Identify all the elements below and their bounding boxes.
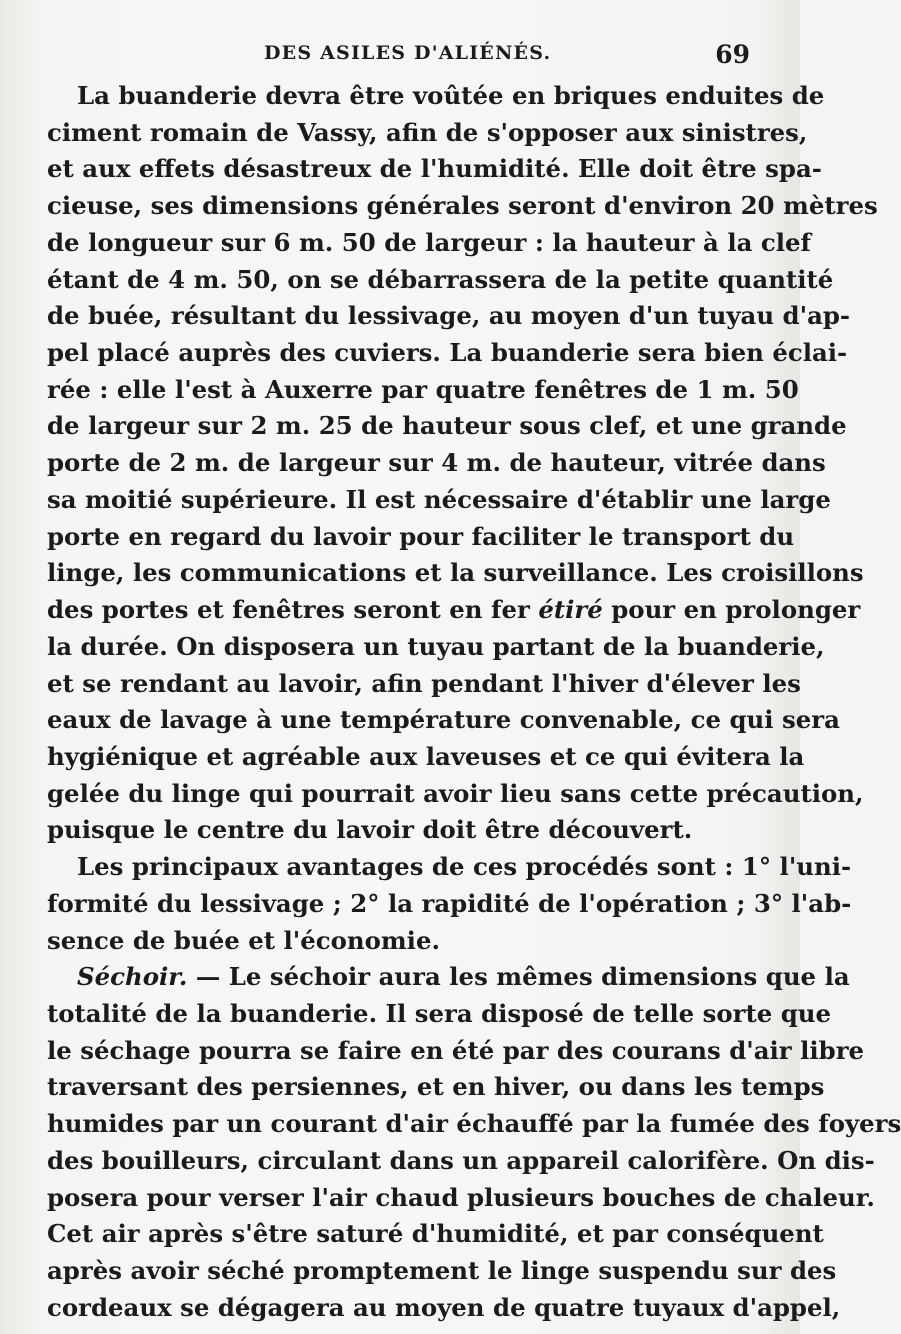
line-text: des bouilleurs, circulant dans un appareil calorifère. On dis-: [47, 1145, 875, 1175]
line-text: hygiénique et agréable aux laveuses et ce qui évitera la: [47, 741, 805, 771]
text-line: [47, 739, 805, 776]
text-line: [47, 849, 852, 886]
text-line: [47, 1143, 875, 1180]
line-text: puisque le centre du lavoir doit être découvert.: [47, 815, 693, 845]
text-line: [47, 482, 831, 519]
line-text: la durée. On disposera un tuyau partant de la buanderie,: [47, 631, 825, 661]
text-line: [47, 629, 825, 666]
running-title: DES ASILES D'ALIÉNÉS.: [264, 42, 552, 64]
text-line: [47, 886, 852, 923]
text-line: [47, 1253, 837, 1290]
text-line: [47, 298, 851, 335]
line-text: eaux de lavage à une température convenable, ce qui sera: [47, 705, 840, 735]
line-text: pour en prolonger: [602, 595, 861, 625]
line-text: de longueur sur 6 m. 50 de largeur : la hauteur à la clef: [47, 227, 812, 257]
line-text: rée : elle l'est à Auxerre par quatre fenêtres de 1 m. 50: [47, 374, 799, 404]
line-text: humides par un courant d'air échauffé par la fumée des foyers: [47, 1109, 901, 1139]
text-line: [47, 923, 753, 960]
line-text: — Le séchoir aura les mêmes dimensions que la: [187, 962, 850, 992]
line-text: étant de 4 m. 50, on se débarrassera de la petite quantité: [47, 264, 834, 294]
line-text: formité du lessivage ; 2° la rapidité de l'opération ; 3° l'ab-: [47, 888, 852, 918]
paragraph: [47, 959, 901, 1326]
text-line: [47, 188, 878, 225]
text-line: [47, 372, 799, 409]
text-line: [47, 1106, 901, 1143]
text-line: [47, 1180, 875, 1217]
text-line: [47, 1069, 825, 1106]
text-line: [47, 812, 753, 849]
paragraph: [47, 78, 878, 849]
text-line: [47, 78, 825, 115]
line-text: porte en regard du lavoir pour faciliter le transport du: [47, 521, 795, 551]
body-text: [47, 78, 901, 1326]
line-text: le séchage pourra se faire en été par des courans d'air libre: [47, 1035, 865, 1065]
text-line: [47, 445, 826, 482]
line-text: Les principaux avantages de ces procédés sont : 1° l'uni-: [77, 852, 852, 882]
line-text: linge, les communications et la surveillance. Les croisillons: [47, 558, 864, 588]
text-line: [47, 115, 808, 152]
emphasis-text: étiré: [538, 595, 603, 625]
text-line: [47, 776, 864, 813]
line-text: gelée du linge qui pourrait avoir lieu sans cette précaution,: [47, 778, 864, 808]
text-line: [47, 1290, 841, 1327]
text-line: [47, 959, 850, 996]
line-text: totalité de la buanderie. Il sera disposé de telle sorte que: [47, 998, 832, 1028]
text-line: [47, 666, 801, 703]
paragraph: [47, 849, 852, 959]
text-line: [47, 702, 840, 739]
text-line: [47, 555, 864, 592]
line-text: Cet air après s'être saturé d'humidité, et par conséquent: [47, 1219, 824, 1249]
line-text: posera pour verser l'air chaud plusieurs bouches de chaleur.: [47, 1182, 875, 1212]
line-text: cordeaux se dégagera au moyen de quatre tuyaux d'appel,: [47, 1292, 841, 1322]
text-line: [47, 592, 861, 629]
line-text: cieuse, ses dimensions générales seront d'environ 20 mètres: [47, 191, 878, 221]
line-text: des portes et fenêtres seront en fer: [47, 595, 539, 625]
text-line: [47, 1216, 824, 1253]
line-text: traversant des persiennes, et en hiver, ou dans les temps: [47, 1072, 825, 1102]
line-text: La buanderie devra être voûtée en briques enduites de: [77, 81, 825, 110]
line-text: après avoir séché promptement le linge suspendu sur des: [47, 1256, 837, 1285]
text-line: [47, 408, 847, 445]
line-text: sence de buée et l'économie.: [47, 925, 440, 955]
text-line: [47, 262, 834, 299]
page-header: [0, 36, 800, 76]
line-text: de largeur sur 2 m. 25 de hauteur sous clef, et une grande: [47, 411, 847, 441]
text-line: [47, 335, 848, 372]
line-text: de buée, résultant du lessivage, au moyen d'un tuyau d'ap-: [47, 301, 851, 331]
line-text: porte de 2 m. de largeur sur 4 m. de hauteur, vitrée dans: [47, 448, 826, 478]
text-line: [47, 225, 812, 262]
line-text: et se rendant au lavoir, afin pendant l'hiver d'élever les: [47, 668, 801, 698]
line-text: sa moitié supérieure. Il est nécessaire d'établir une large: [47, 484, 831, 514]
page-number: 69: [715, 40, 750, 69]
line-text: et aux effets désastreux de l'humidité. Elle doit être spa-: [47, 154, 822, 184]
text-line: [47, 1033, 865, 1070]
text-line: [47, 996, 832, 1033]
line-text: pel placé auprès des cuviers. La buanderie sera bien éclai-: [47, 338, 848, 368]
run-in-heading: Séchoir.: [77, 962, 188, 992]
text-line: [47, 151, 822, 188]
line-text: ciment romain de Vassy, afin de s'opposer aux sinistres,: [47, 117, 808, 147]
text-line: [47, 519, 795, 556]
